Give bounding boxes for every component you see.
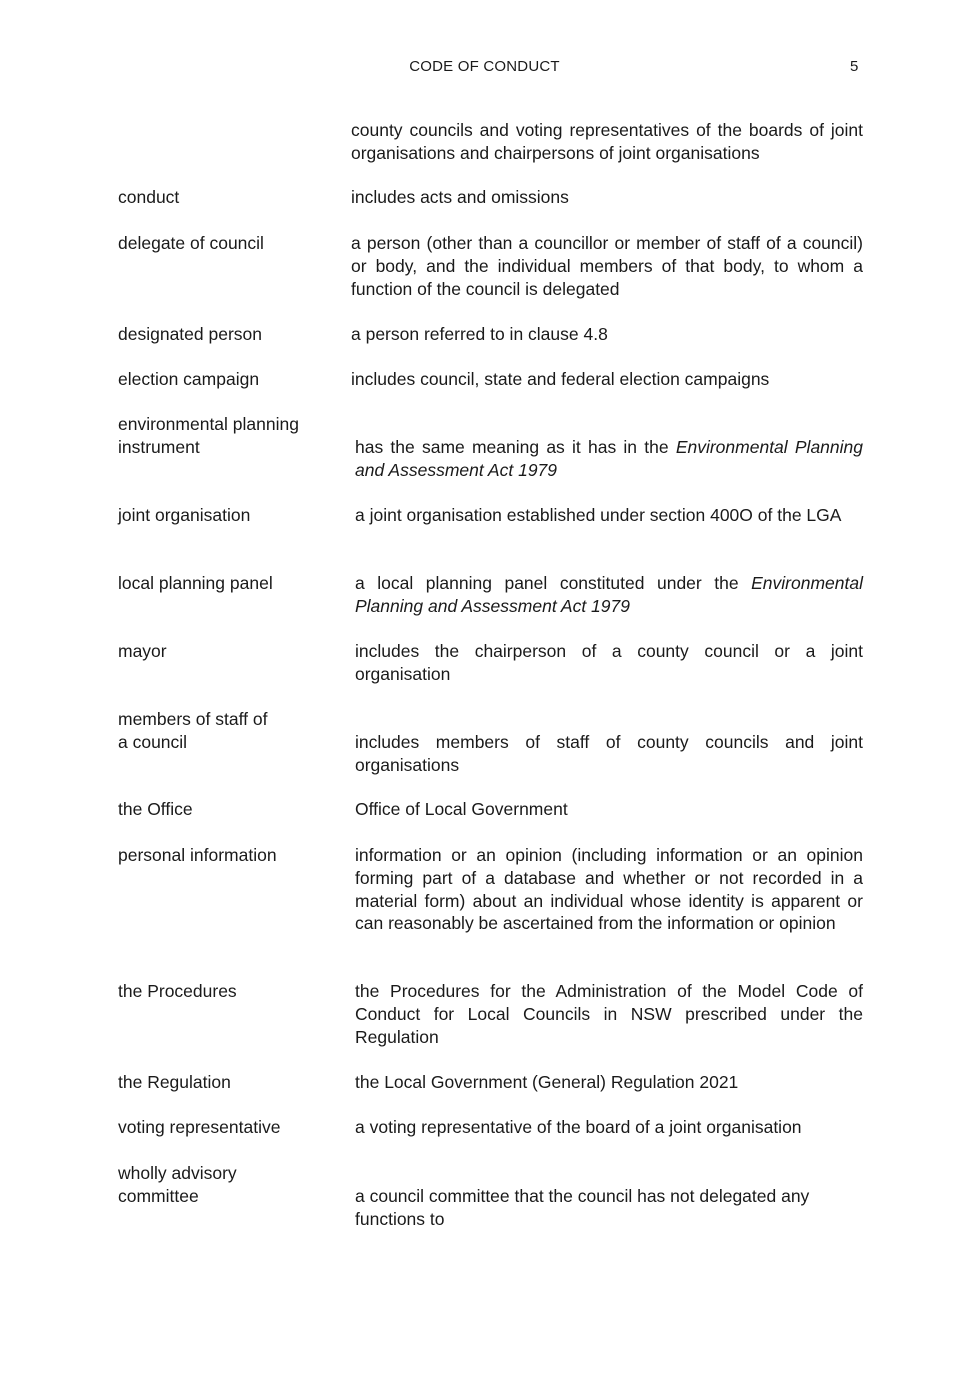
definition-term: local planning panel: [118, 573, 273, 593]
definition-term: joint organisation: [118, 505, 251, 525]
definition-term: designated person: [118, 324, 262, 344]
definition-text: Office of Local Government: [355, 799, 568, 819]
term-text: members of staff of a council: [118, 709, 268, 752]
definition-text-plain: has the same meaning as it has in the: [355, 437, 676, 457]
definition-term: [118, 708, 278, 754]
definition-text: the Procedures for the Administration of the Model Code of Conduct for Local Councils in NSW prescribed under the Regulation: [355, 981, 863, 1047]
act-title: Environmental Planning and Assessment Act 1979: [355, 573, 863, 616]
definition-text: includes council, state and federal election campaigns: [351, 369, 770, 389]
term-text: wholly advisory committee: [118, 1163, 237, 1206]
page-header-title: CODE OF CONDUCT: [409, 58, 560, 75]
definition-term: election campaign: [118, 369, 260, 389]
definition-text: [355, 572, 863, 618]
page-number: 5: [850, 58, 859, 75]
definition-term: the Office: [118, 799, 193, 819]
definition-term: mayor: [118, 641, 167, 661]
definition-text: a voting representative of the board of a joint organisation: [355, 1117, 802, 1137]
definition-text: includes acts and omissions: [351, 187, 569, 207]
definition-term: [118, 1162, 268, 1208]
definition-text: includes the chairperson of a county council or a joint organisation: [355, 641, 863, 684]
term-text: environmental planning instrument: [118, 414, 299, 457]
definition-text: the Local Government (General) Regulation 2021: [355, 1072, 739, 1092]
definition-text: a joint organisation established under section 400O of the LGA: [355, 505, 842, 525]
definition-text: a person (other than a councillor or member of staff of a council) or body, and the individual members of that body, to whom a function of the council is delegated: [351, 233, 863, 299]
definition-text: includes members of staff of county councils and joint organisations: [355, 732, 863, 775]
act-title: Environmental Planning and Assessment Act 1979: [355, 437, 864, 480]
definition-term: conduct: [118, 187, 180, 207]
definition-text-plain: a local planning panel constituted under the: [355, 573, 752, 593]
definition-term: the Procedures: [118, 981, 237, 1001]
definition-text: a council committee that the council has not delegated any functions to: [355, 1186, 810, 1229]
continued-definition-text: county councils and voting representatives of the boards of joint organisations and chairpersons of joint organisations: [351, 120, 863, 163]
definition-term: personal information: [118, 845, 277, 865]
definition-text: a person referred to in clause 4.8: [351, 324, 608, 344]
definition-text: information or an opinion (including information or an opinion forming part of a database and whether or not recorded in a material form) about an individual whose identity is apparent or can reasonably be ascertained from the information or opinion: [355, 845, 863, 934]
definition-term: delegate of council: [118, 233, 264, 253]
definition-term: [118, 413, 333, 459]
definition-text: [355, 436, 863, 482]
definition-term: voting representative: [118, 1117, 281, 1137]
definition-term: the Regulation: [118, 1072, 231, 1092]
